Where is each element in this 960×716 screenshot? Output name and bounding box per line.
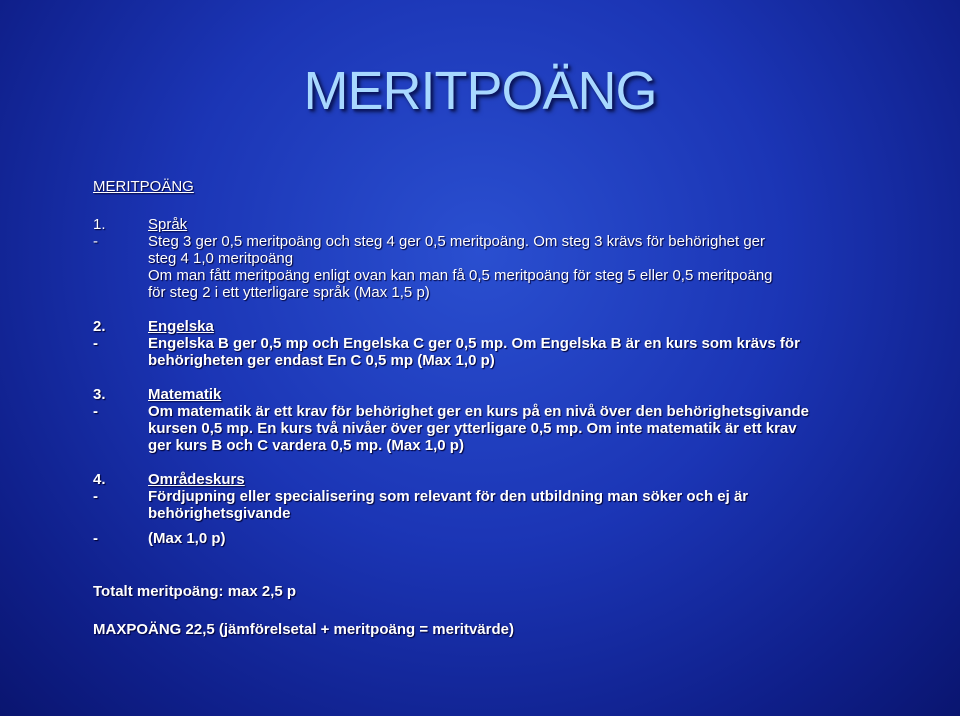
bullet-line: steg 4 1,0 meritpoäng [148, 250, 294, 267]
section-engelska [93, 318, 923, 369]
bullet-line: för steg 2 i ett ytterligare språk (Max 1,5 p) [148, 284, 430, 301]
bullet-text [148, 488, 923, 522]
bullet [93, 403, 923, 454]
bullet [93, 335, 923, 369]
bullet-marker: - [93, 233, 98, 250]
bullet-text [148, 530, 923, 547]
bullet-marker: - [93, 403, 98, 420]
bullet-text [148, 335, 923, 369]
bullet-line: behörigheten ger endast En C 0,5 mp (Max 1,0 p) [148, 352, 495, 369]
slide-content [93, 178, 923, 638]
bullet-text [148, 403, 923, 454]
section-header [93, 318, 923, 335]
section-name: Matematik [148, 386, 222, 403]
bullet-line: ger kurs B och C vardera 0,5 mp. (Max 1,0 p) [148, 437, 464, 454]
bullet-line: Fördjupning eller specialisering som relevant för den utbildning man söker och ej är [148, 488, 749, 505]
bullet-marker: - [93, 335, 98, 352]
section-name: Områdeskurs [148, 471, 245, 488]
bullet-line: Engelska B ger 0,5 mp och Engelska C ger 0,5 mp. Om Engelska B är en kurs som krävs för [148, 335, 800, 352]
bullet [93, 233, 923, 301]
section-name: Engelska [148, 318, 214, 335]
section-sprak [93, 216, 923, 301]
content-heading: MERITPOÄNG [93, 178, 194, 195]
section-omradeskurs [93, 471, 923, 547]
bullet-marker: - [93, 488, 98, 505]
section-header [93, 216, 923, 233]
bullet-line: Steg 3 ger 0,5 meritpoäng och steg 4 ger 0,5 meritpoäng. Om steg 3 krävs för behörighet ger [148, 233, 766, 250]
bullet [93, 488, 923, 522]
bullet-line: (Max 1,0 p) [148, 530, 226, 547]
max-points-formula: MAXPOÄNG 22,5 (jämförelsetal + meritpoäng = meritvärde) [93, 621, 514, 638]
section-header [93, 471, 923, 488]
bullet-line: Om man fått meritpoäng enligt ovan kan man få 0,5 meritpoäng för steg 5 eller 0,5 meritpoäng [148, 267, 773, 284]
section-number: 1. [93, 216, 106, 233]
section-matematik [93, 386, 923, 454]
slide-title: MERITPOÄNG [303, 61, 657, 121]
section-name: Språk [148, 216, 188, 233]
section-number: 4. [93, 471, 106, 488]
bullet-line: behörighetsgivande [148, 505, 291, 522]
bullet-line: Om matematik är ett krav för behörighet ger en kurs på en nivå över den behörighetsgivande [148, 403, 810, 420]
total-points: Totalt meritpoäng: max 2,5 p [93, 583, 297, 600]
section-number: 2. [93, 318, 106, 335]
bullet-marker: - [93, 530, 98, 547]
section-header [93, 386, 923, 403]
bullet-line: kursen 0,5 mp. En kurs två nivåer över ger ytterligare 0,5 mp. Om inte matematik är ett krav [148, 420, 797, 437]
section-number: 3. [93, 386, 106, 403]
bullet-text [148, 233, 923, 301]
bullet [93, 530, 923, 547]
